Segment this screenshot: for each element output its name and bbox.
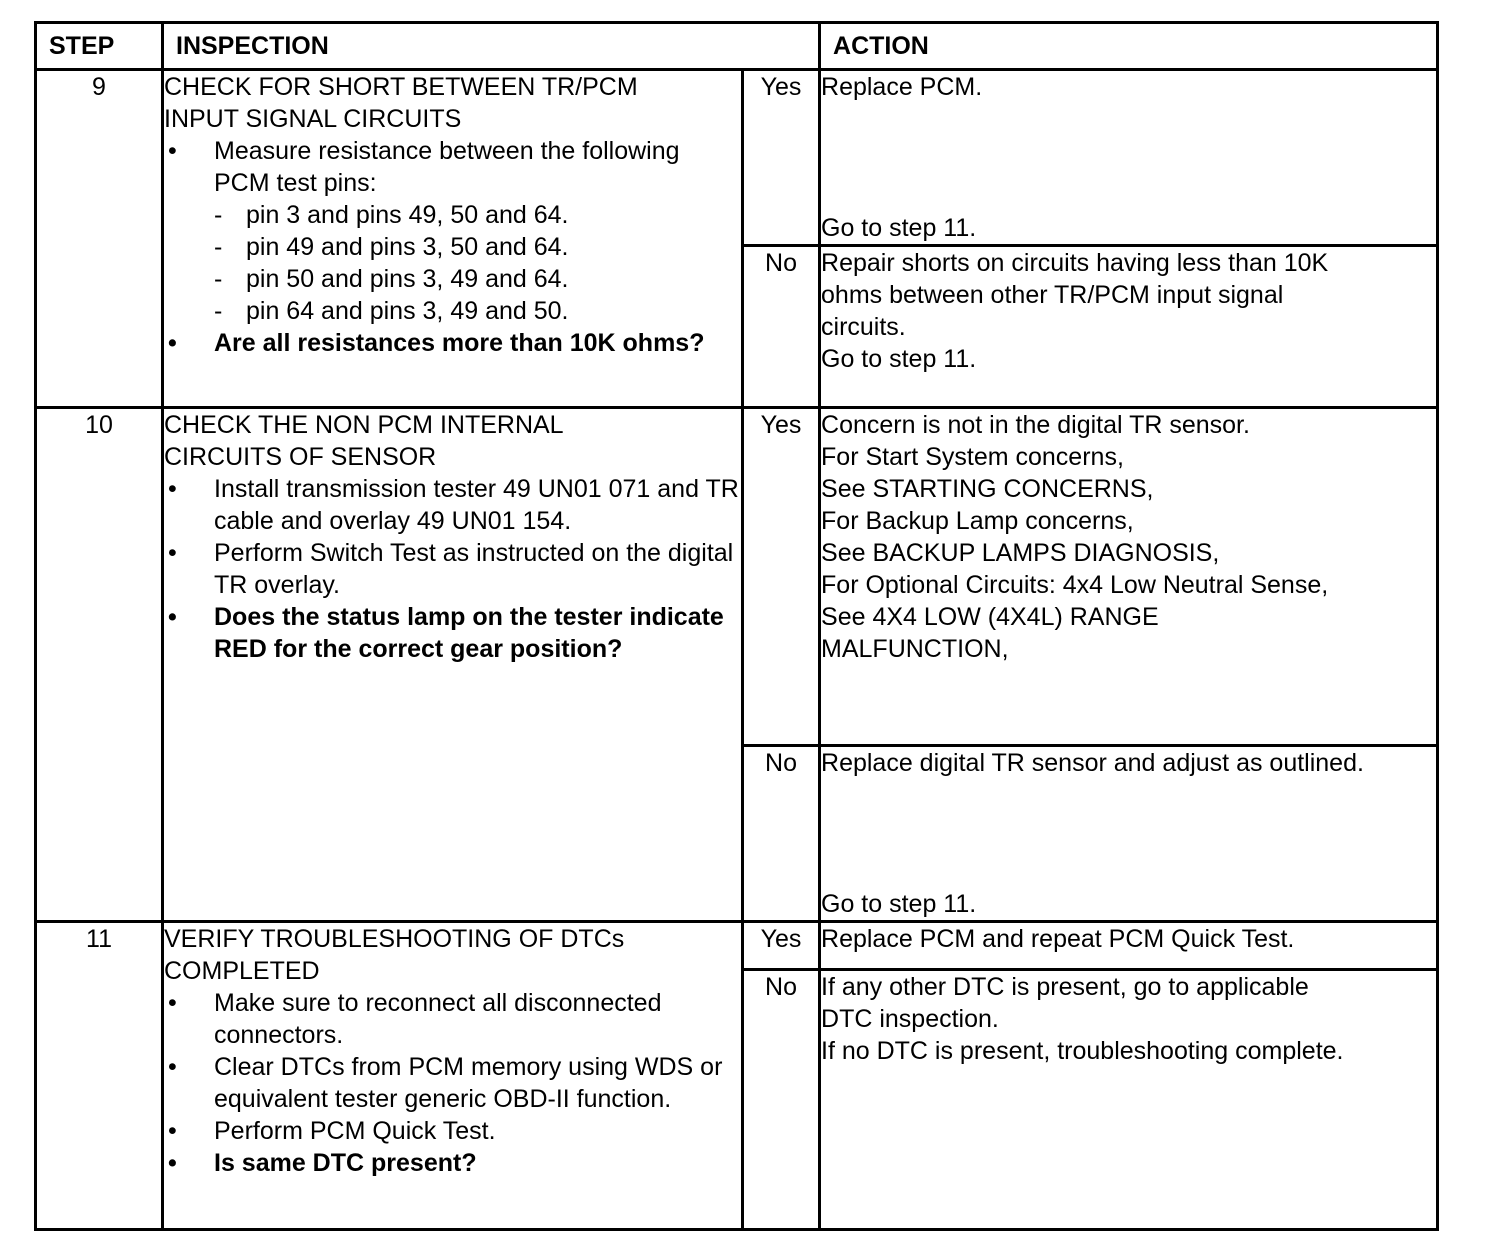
inspection-bullet	[164, 135, 741, 327]
action-line: If no DTC is present, troubleshooting complete.	[821, 1037, 1344, 1065]
action-line: See BACKUP LAMPS DIAGNOSIS,	[821, 539, 1220, 567]
inspection-cell	[163, 408, 743, 922]
inspection-title-line: CHECK FOR SHORT BETWEEN TR/PCM	[164, 73, 638, 101]
no-label: No	[743, 970, 820, 1230]
inspection-bullet: • Perform PCM Quick Test.	[164, 1115, 741, 1147]
goto-text: Go to step 11.	[821, 214, 977, 242]
action-line: ohms between other TR/PCM input signal	[821, 281, 1284, 309]
action-line: If any other DTC is present, go to applicable	[821, 973, 1309, 1001]
pin-item: - pin 50 and pins 3, 49 and 64.	[214, 263, 741, 295]
no-label: No	[743, 246, 820, 408]
yes-label: Yes	[743, 408, 820, 746]
yes-action-cell: Replace PCM and repeat PCM Quick Test.	[820, 922, 1438, 970]
no-action-cell	[820, 746, 1438, 922]
yes-action-cell	[820, 408, 1438, 746]
yes-label: Yes	[743, 922, 820, 970]
step-number: 11	[36, 922, 163, 1230]
action-line: For Start System concerns,	[821, 443, 1124, 471]
yes-action-cell	[820, 70, 1438, 246]
step-11-yes-row	[36, 922, 1438, 970]
action-line: DTC inspection.	[821, 1005, 999, 1033]
action-line: See 4X4 LOW (4X4L) RANGE	[821, 603, 1159, 631]
header-step: STEP	[36, 23, 163, 70]
bullet-text: Measure resistance between the following PCM test pins:	[214, 137, 680, 197]
pin-list	[214, 199, 741, 327]
inspection-question: • Are all resistances more than 10K ohms?	[164, 327, 741, 359]
header-action: ACTION	[820, 23, 1438, 70]
yes-label: Yes	[743, 70, 820, 246]
step-number: 9	[36, 70, 163, 408]
pin-item: - pin 49 and pins 3, 50 and 64.	[214, 231, 741, 263]
header-inspection: INSPECTION	[163, 23, 820, 70]
action-line: circuits.	[821, 313, 906, 341]
inspection-bullets	[164, 987, 741, 1179]
action-line: See STARTING CONCERNS,	[821, 475, 1154, 503]
action-text: Replace digital TR sensor and adjust as outlined.	[821, 749, 1364, 777]
action-text: Replace PCM.	[821, 73, 983, 101]
inspection-bullets	[164, 473, 741, 665]
inspection-bullets	[164, 135, 741, 359]
inspection-question: • Is same DTC present?	[164, 1147, 741, 1179]
action-line: For Optional Circuits: 4x4 Low Neutral Sense,	[821, 571, 1329, 599]
inspection-title-line: INPUT SIGNAL CIRCUITS	[164, 105, 462, 133]
action-line: Repair shorts on circuits having less than 10K	[821, 249, 1329, 277]
inspection-bullet: • Perform Switch Test as instructed on the digital TR overlay.	[164, 537, 741, 601]
no-action-cell	[820, 246, 1438, 408]
inspection-title-line: VERIFY TROUBLESHOOTING OF DTCs	[164, 925, 625, 953]
inspection-cell	[163, 922, 743, 1230]
header-row	[36, 23, 1438, 70]
diagnostic-procedure-table	[34, 21, 1439, 1231]
action-line: Go to step 11.	[821, 345, 977, 373]
goto-text: Go to step 11.	[821, 890, 977, 918]
inspection-question: • Does the status lamp on the tester indicate RED for the correct gear position?	[164, 601, 741, 665]
action-line: MALFUNCTION,	[821, 635, 1009, 663]
no-action-cell	[820, 970, 1438, 1230]
step-number: 10	[36, 408, 163, 922]
pin-item: - pin 3 and pins 49, 50 and 64.	[214, 199, 741, 231]
no-label: No	[743, 746, 820, 922]
action-line: For Backup Lamp concerns,	[821, 507, 1134, 535]
inspection-title-line: COMPLETED	[164, 957, 320, 985]
inspection-bullet: • Install transmission tester 49 UN01 071 and TR cable and overlay 49 UN01 154.	[164, 473, 741, 537]
step-9-yes-row	[36, 70, 1438, 246]
action-line: Concern is not in the digital TR sensor.	[821, 411, 1250, 439]
diagnostic-procedure-table-wrapper	[34, 21, 1436, 1231]
inspection-title-line: CHECK THE NON PCM INTERNAL	[164, 411, 564, 439]
inspection-bullet: • Make sure to reconnect all disconnected connectors.	[164, 987, 741, 1051]
inspection-bullet: • Clear DTCs from PCM memory using WDS or equivalent tester generic OBD-II function.	[164, 1051, 741, 1115]
pin-item: - pin 64 and pins 3, 49 and 50.	[214, 295, 741, 327]
step-10-yes-row	[36, 408, 1438, 746]
inspection-cell	[163, 70, 743, 408]
inspection-title-line: CIRCUITS OF SENSOR	[164, 443, 437, 471]
